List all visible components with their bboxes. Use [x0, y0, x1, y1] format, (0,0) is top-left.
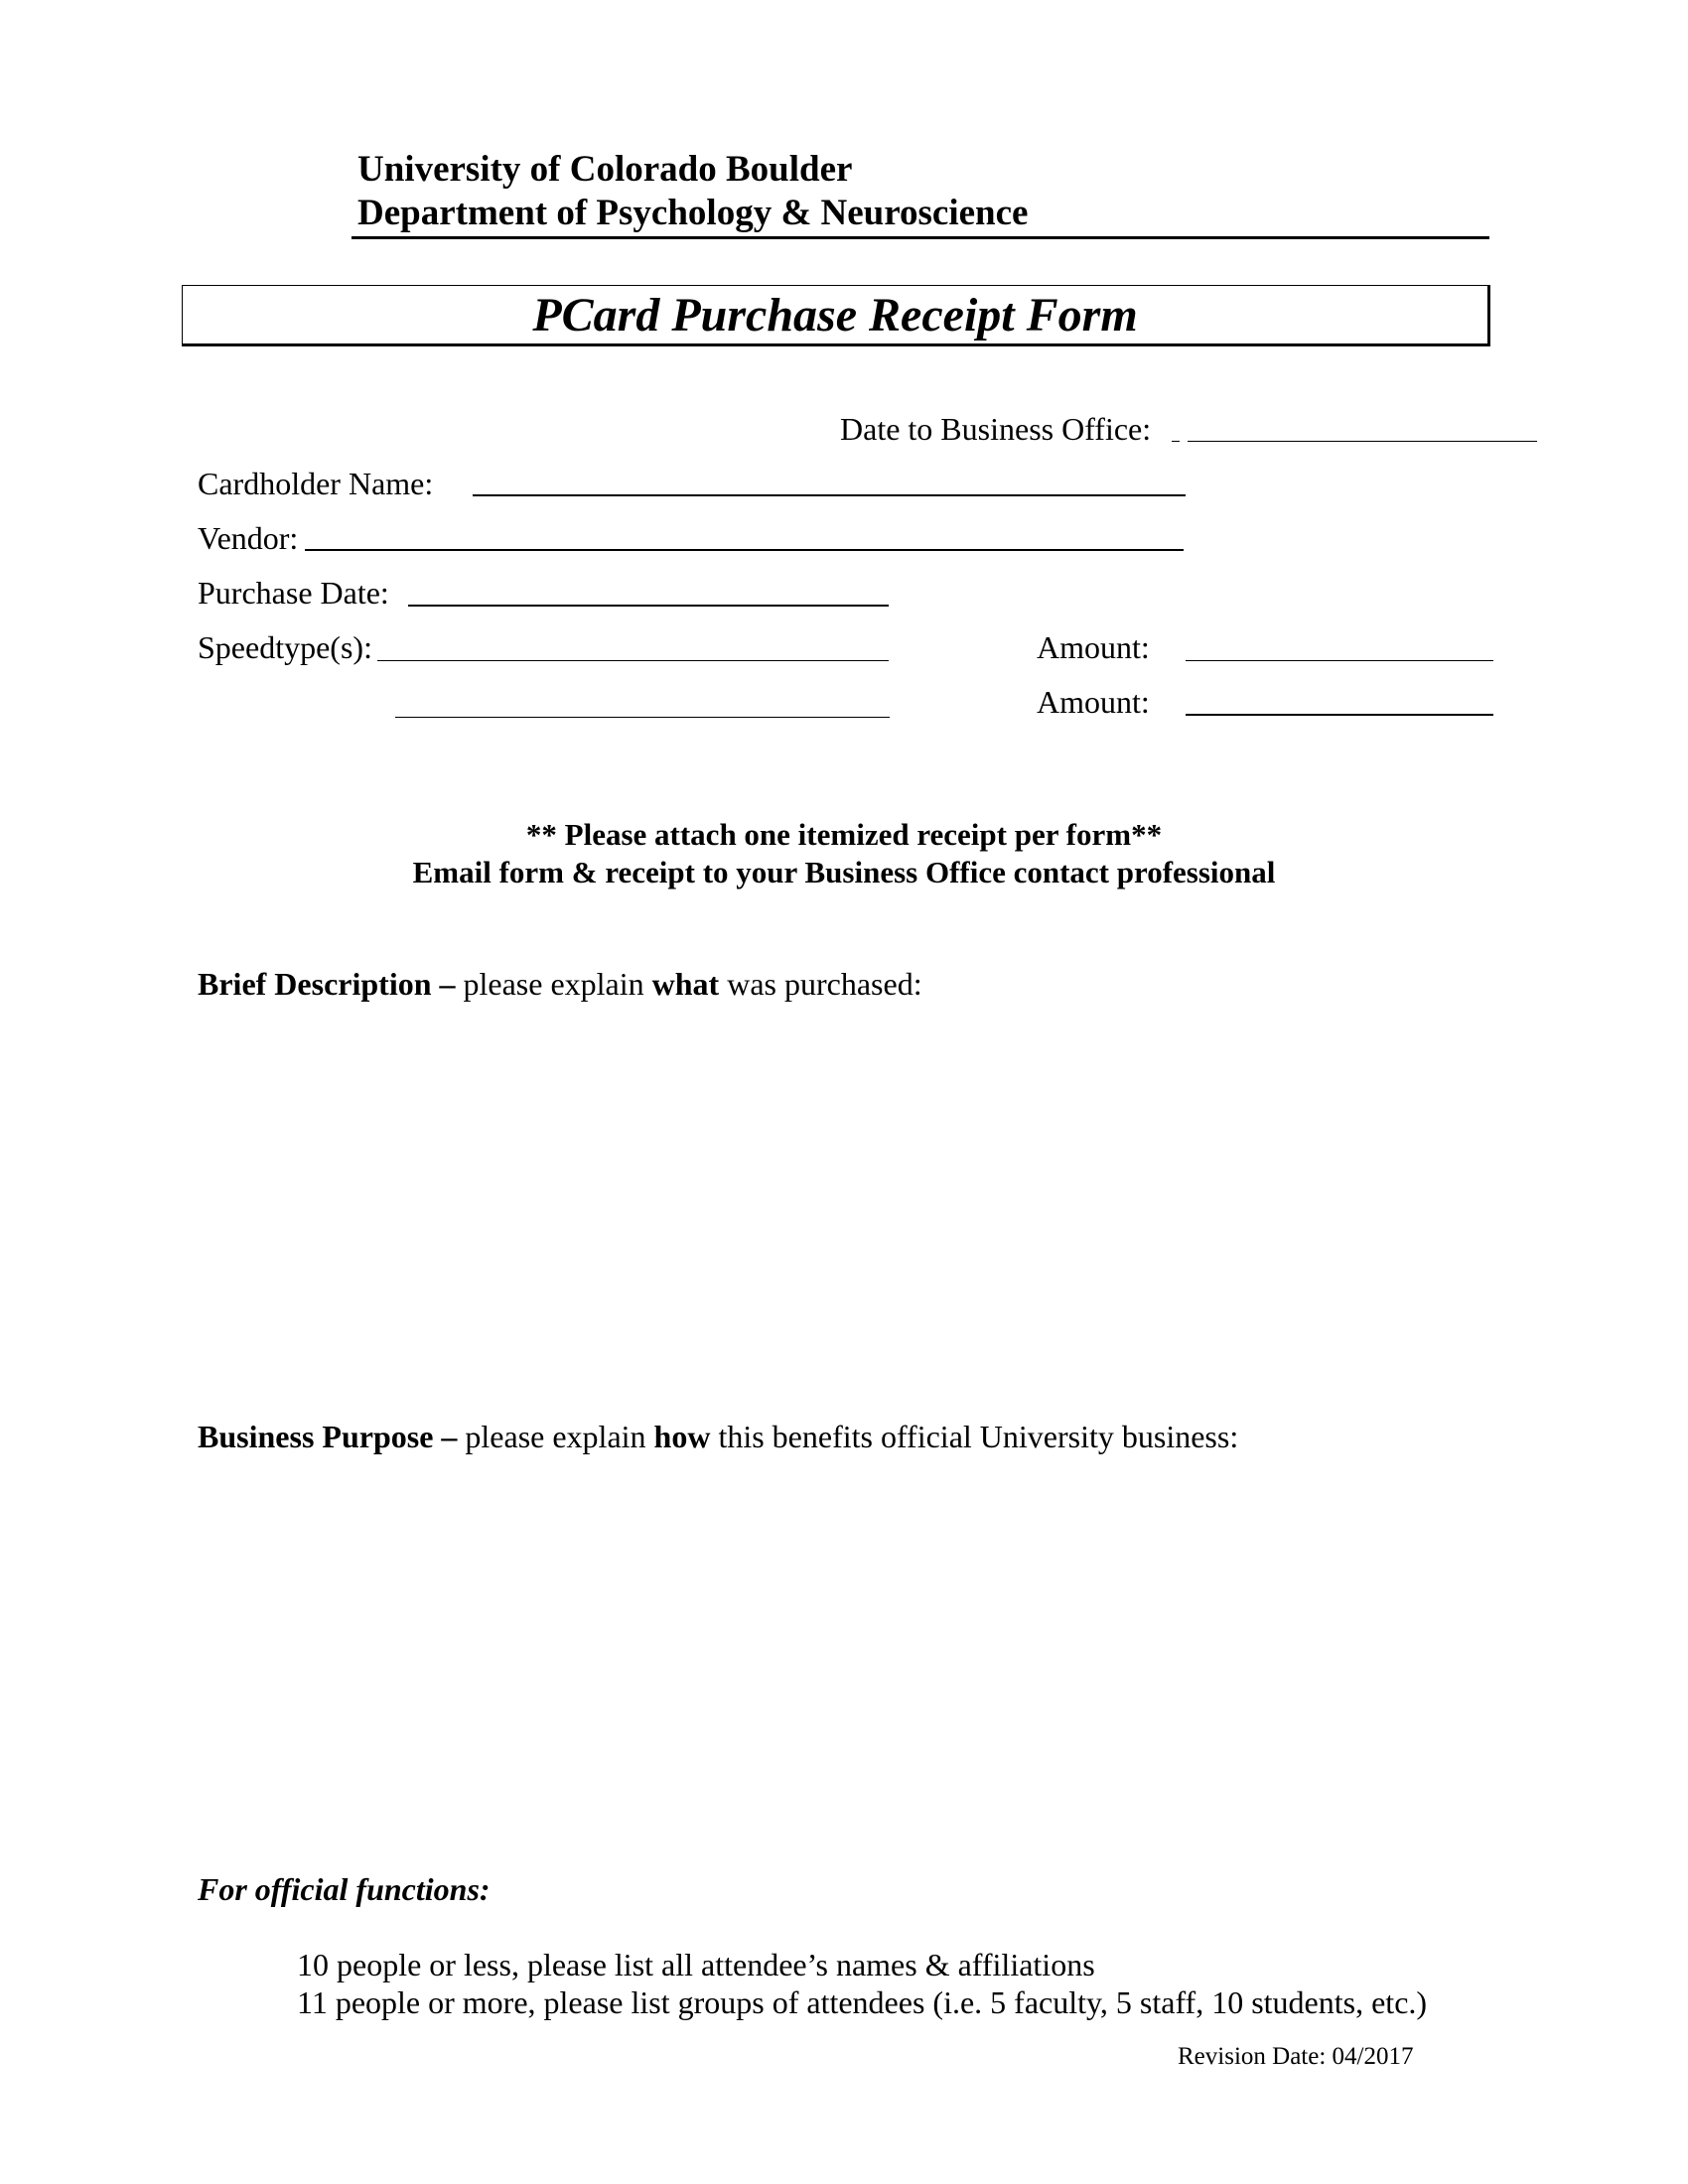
form-title: PCard Purchase Receipt Form — [532, 289, 1138, 341]
vendor-input[interactable] — [308, 515, 1182, 549]
date-dash — [1172, 441, 1180, 442]
email-form-notice: Email form & receipt to your Business Office contact professional — [412, 855, 1276, 889]
amount-label-2: Amount: — [1037, 684, 1150, 720]
header-rule — [352, 236, 1489, 239]
business-purpose-textarea[interactable] — [198, 1465, 1488, 1862]
attach-receipt-notice: ** Please attach one itemized receipt per form** — [525, 817, 1163, 852]
vendor-line — [305, 549, 1184, 551]
speedtype-line-1 — [377, 660, 889, 661]
date-to-business-office-label: Date to Business Office: — [840, 411, 1152, 447]
amount-input-2[interactable] — [1186, 680, 1493, 714]
official-functions-item-1: 10 people or less, please list all attendee’s names & affiliations — [297, 1947, 1095, 1982]
official-functions-item-2: 11 people or more, please list groups of attendees (i.e. 5 faculty, 5 staff, 10 students, etc.) — [297, 1984, 1428, 2020]
brief-description-textarea[interactable] — [198, 1013, 1488, 1390]
amount-line-2 — [1186, 714, 1493, 716]
purchase-date-input[interactable] — [408, 571, 889, 605]
vendor-label: Vendor: — [198, 520, 299, 556]
amount-label-1: Amount: — [1037, 629, 1150, 665]
department-name: Department of Psychology & Neuroscience — [357, 193, 1029, 233]
revision-date: Revision Date: 04/2017 — [1178, 2043, 1414, 2070]
form-title-box — [182, 285, 1490, 346]
business-purpose-text-2: this benefits official University business: — [710, 1419, 1239, 1454]
brief-description-heading: Brief Description – — [198, 966, 456, 1002]
speedtype-input-1[interactable] — [377, 626, 889, 660]
purchase-date-line — [408, 605, 889, 607]
brief-description-text-2: was purchased: — [719, 966, 922, 1002]
cardholder-name-input[interactable] — [473, 461, 1186, 494]
amount-input-1[interactable] — [1186, 626, 1493, 660]
brief-description-text-1: please explain — [455, 966, 652, 1002]
university-name: University of Colorado Boulder — [357, 149, 853, 190]
speedtype-input-2[interactable] — [395, 683, 890, 717]
speedtype-label: Speedtype(s): — [198, 629, 372, 665]
speedtype-line-2 — [395, 717, 890, 718]
date-to-business-office-line — [1188, 441, 1537, 442]
amount-line-1 — [1186, 660, 1493, 661]
purchase-date-label: Purchase Date: — [198, 575, 389, 611]
cardholder-name-label: Cardholder Name: — [198, 466, 434, 501]
official-functions-heading: For official functions: — [198, 1871, 491, 1907]
date-to-business-office-input[interactable] — [1188, 407, 1537, 441]
business-purpose-heading: Business Purpose – — [198, 1419, 458, 1454]
cardholder-name-line — [473, 494, 1186, 496]
brief-description-emphasis: what — [651, 966, 720, 1002]
business-purpose-emphasis: how — [653, 1419, 711, 1454]
business-purpose-prompt — [198, 1418, 1238, 1455]
brief-description-prompt — [198, 965, 922, 1003]
business-purpose-text-1: please explain — [457, 1419, 654, 1454]
